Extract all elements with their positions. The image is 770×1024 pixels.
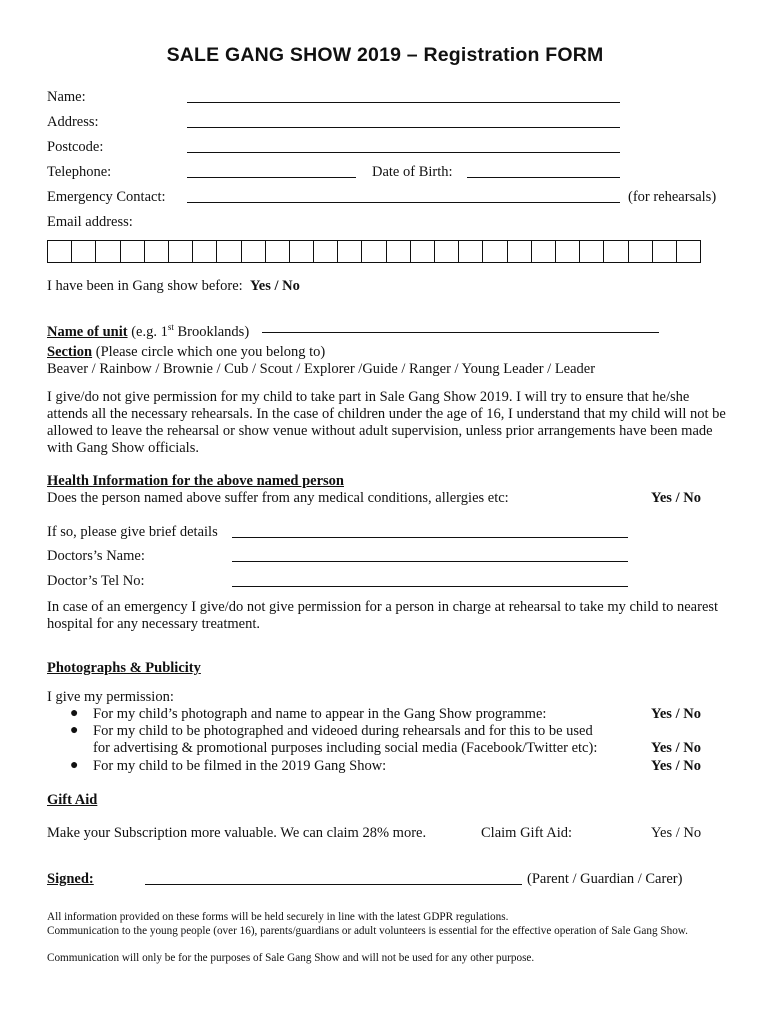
photos-item3: For my child to be filmed in the 2019 Gang Show: [93, 758, 387, 774]
gang-show-before-options[interactable]: Yes / No [249, 278, 300, 294]
email-box[interactable] [72, 240, 96, 263]
gang-show-before [47, 278, 300, 295]
postcode-label: Postcode: [47, 139, 104, 155]
doctor-tel-field[interactable] [232, 586, 628, 587]
gift-aid-heading: Gift Aid [47, 792, 98, 808]
footer-gdpr: All information provided on these forms will be held securely in line with the latest GDPR regulations. [47, 911, 509, 923]
email-box[interactable] [193, 240, 217, 263]
health-question: Does the person named above suffer from any medical conditions, allergies etc: [47, 490, 509, 506]
emergency-note: (for rehearsals) [628, 189, 717, 205]
footer-purpose: Communication will only be for the purposes of Sale Gang Show and will not be used for any other purpose. [47, 952, 535, 964]
section-options[interactable]: Beaver / Rainbow / Brownie / Cub / Scout / Explorer /Guide / Ranger / Young Leader / Leader [47, 361, 596, 377]
photos-item1: For my child’s photograph and name to appear in the Gang Show programme: [93, 706, 547, 722]
unit-row [47, 319, 249, 341]
email-box[interactable] [362, 240, 386, 263]
email-box[interactable] [96, 240, 120, 263]
unit-field[interactable] [262, 332, 659, 333]
email-box[interactable] [411, 240, 435, 263]
bullet-icon: ● [70, 706, 79, 721]
footer-communication: Communication to the young people (over 16), parents/guardians or adult volunteers is essential for the effective operation of Sale Gang Show. [47, 925, 688, 937]
photos-intro: I give my permission: [47, 689, 174, 705]
email-box[interactable] [121, 240, 145, 263]
gift-aid-answer[interactable]: Yes / No [651, 825, 702, 841]
section-hint: (Please circle which one you belong to) [95, 344, 326, 360]
signed-label: Signed: [47, 871, 94, 887]
permission-paragraph: I give/do not give permission for my child to take part in Sale Gang Show 2019. I will try to ensure that he/she attends all the necessary rehearsals. In the case of children under the age of 16, I understand that my child will not be allowed to leave the rehearsal or show venue without adult supervision, unless prior arrangements have been made with Gang Show officials. [47, 389, 726, 456]
name-field[interactable] [187, 102, 620, 103]
section-row [47, 344, 325, 361]
email-box[interactable] [677, 240, 701, 263]
email-box[interactable] [266, 240, 290, 263]
email-box[interactable] [338, 240, 362, 263]
email-box[interactable] [483, 240, 507, 263]
email-box[interactable] [653, 240, 677, 263]
bullet-icon: ● [70, 758, 79, 773]
email-box[interactable] [604, 240, 628, 263]
emergency-contact-label: Emergency Contact: [47, 189, 166, 205]
health-details-field[interactable] [232, 537, 628, 538]
dob-field[interactable] [467, 177, 620, 178]
photos-item2-answer[interactable]: Yes / No [651, 740, 701, 756]
section-label: Section [47, 344, 93, 360]
gift-aid-claim-label: Claim Gift Aid: [481, 825, 573, 841]
email-box[interactable] [290, 240, 314, 263]
doctor-name-label: Doctors’s Name: [47, 548, 145, 564]
telephone-label: Telephone: [47, 164, 112, 180]
postcode-field[interactable] [187, 152, 620, 153]
page-title: SALE GANG SHOW 2019 – Registration FORM [166, 44, 604, 66]
email-box[interactable] [314, 240, 338, 263]
email-box[interactable] [48, 240, 72, 263]
email-box[interactable] [629, 240, 653, 263]
health-heading: Health Information for the above named person [47, 473, 344, 489]
doctor-name-field[interactable] [232, 561, 628, 562]
email-box[interactable] [242, 240, 266, 263]
email-box[interactable] [580, 240, 604, 263]
photos-item2-line1: For my child to be photographed and videoed during rehearsals and for this to be used [93, 723, 593, 739]
emergency-paragraph: In case of an emergency I give/do not give permission for a person in charge at rehearsal to take my child to nearest hospital for any necessary treatment. [47, 599, 719, 632]
photos-item2-line2: for advertising & promotional purposes including social media (Facebook/Twitter etc): [93, 740, 598, 756]
dob-label: Date of Birth: [372, 164, 453, 180]
email-box[interactable] [387, 240, 411, 263]
signed-role: (Parent / Guardian / Carer) [527, 871, 683, 887]
unit-example-pre: (e.g. 1 [131, 323, 168, 340]
name-label: Name: [47, 89, 86, 105]
doctor-tel-label: Doctor’s Tel No: [47, 573, 145, 589]
gang-show-before-label: I have been in Gang show before: [47, 278, 243, 294]
health-answer[interactable]: Yes / No [651, 490, 701, 506]
unit-example-post: Brooklands) [173, 323, 250, 340]
email-boxes[interactable] [47, 240, 701, 263]
signature-field[interactable] [145, 884, 522, 885]
emergency-contact-field[interactable] [187, 202, 620, 203]
email-box[interactable] [556, 240, 580, 263]
address-field[interactable] [187, 127, 620, 128]
unit-label: Name of unit [47, 323, 128, 340]
email-box[interactable] [217, 240, 241, 263]
email-box[interactable] [508, 240, 532, 263]
gift-aid-text: Make your Subscription more valuable. We can claim 28% more. [47, 825, 427, 841]
email-box[interactable] [435, 240, 459, 263]
email-box[interactable] [145, 240, 169, 263]
telephone-field[interactable] [187, 177, 356, 178]
photos-heading: Photographs & Publicity [47, 660, 201, 676]
email-box[interactable] [459, 240, 483, 263]
bullet-icon: ● [70, 723, 79, 738]
address-label: Address: [47, 114, 99, 130]
photos-item3-answer[interactable]: Yes / No [651, 758, 701, 774]
unit-example-sup: st [167, 322, 174, 332]
email-box[interactable] [532, 240, 556, 263]
email-box[interactable] [169, 240, 193, 263]
photos-item1-answer[interactable]: Yes / No [651, 706, 701, 722]
email-label: Email address: [47, 214, 133, 230]
health-details-label: If so, please give brief details [47, 524, 218, 540]
